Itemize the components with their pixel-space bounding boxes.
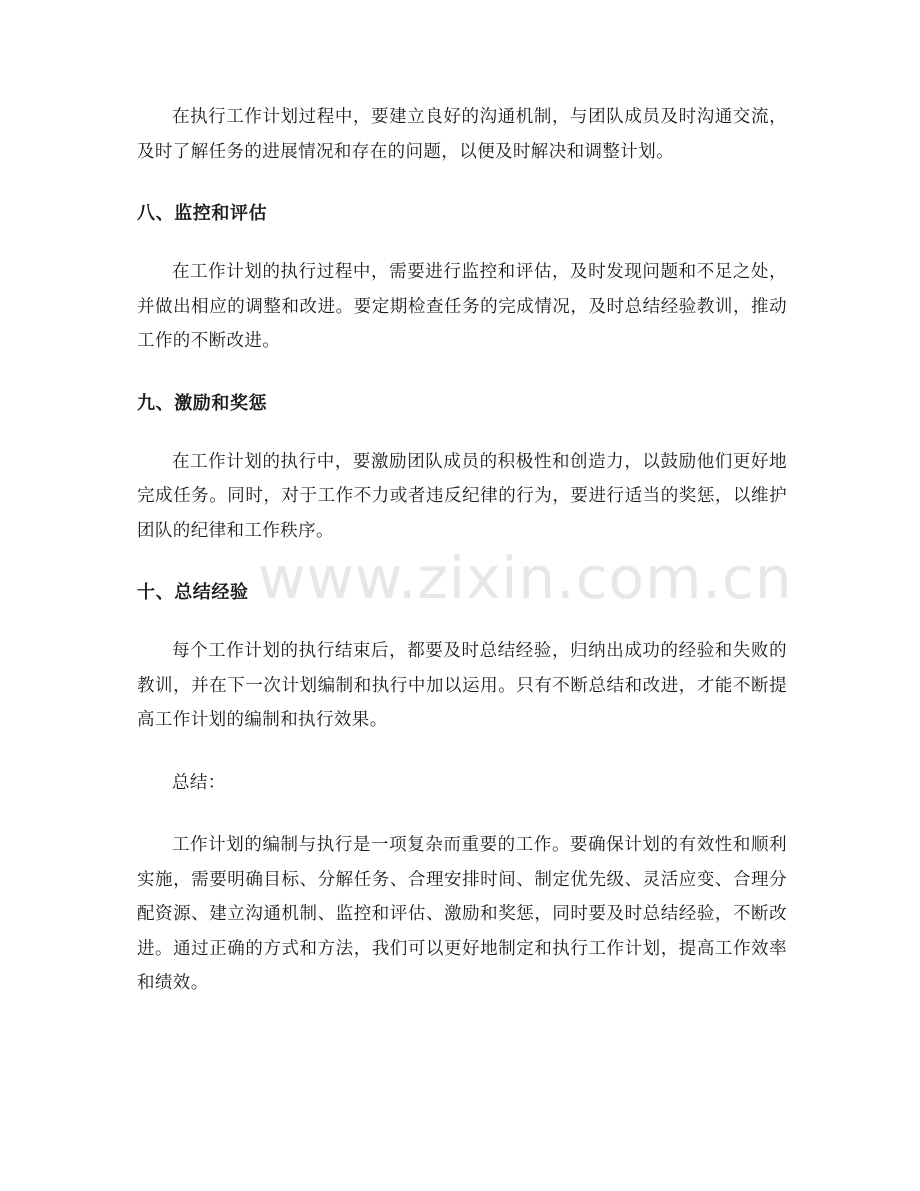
summary-label: 总结： bbox=[172, 772, 226, 793]
paragraph-section-10: 每个工作计划的执行结束后，都要及时总结经验，归纳出成功的经验和失败的教训，并在下一次计划编制和执行中加以运用。只有不断总结和改进，才能不断提高工作计划的编制和执行效果。 bbox=[137, 641, 787, 730]
paragraph-section-9: 在工作计划的执行中，要激励团队成员的积极性和创造力，以鼓励他们更好地完成任务。同时，对于工作不力或者违反纪律的行为，要进行适当的奖惩，以维护团队的纪律和工作秩序。 bbox=[137, 451, 787, 541]
section-heading-9: 九、激励和奖惩 bbox=[137, 392, 268, 414]
section-heading-10: 十、总结经验 bbox=[137, 582, 249, 603]
section-heading-8: 八、监控和评估 bbox=[137, 203, 268, 224]
watermark: www.zixin.com.cn bbox=[258, 544, 793, 612]
summary-paragraph: 工作计划的编制与执行是一项复杂而重要的工作。要确保计划的有效性和顺利实施，需要明确目标、分解任务、合理安排时间、制定优先级、灵活应变、合理分配资源、建立沟通机制、监控和评估、激励和奖惩，同时要及时总结经验，不断改进。通过正确的方式和方法，我们可以更好地制定和执行工作计划，提高工作效率和绩效。 bbox=[137, 835, 787, 993]
paragraph-section-8: 在工作计划的执行过程中，需要进行监控和评估，及时发现问题和不足之处，并做出相应的调整和改进。要定期检查任务的完成情况，及时总结经验教训，推动工作的不断改进。 bbox=[137, 262, 787, 351]
paragraph-intro: 在执行工作计划过程中，要建立良好的沟通机制，与团队成员及时沟通交流，及时了解任务的进展情况和存在的问题，以便及时解决和调整计划。 bbox=[137, 107, 787, 162]
document-body bbox=[137, 100, 787, 1001]
